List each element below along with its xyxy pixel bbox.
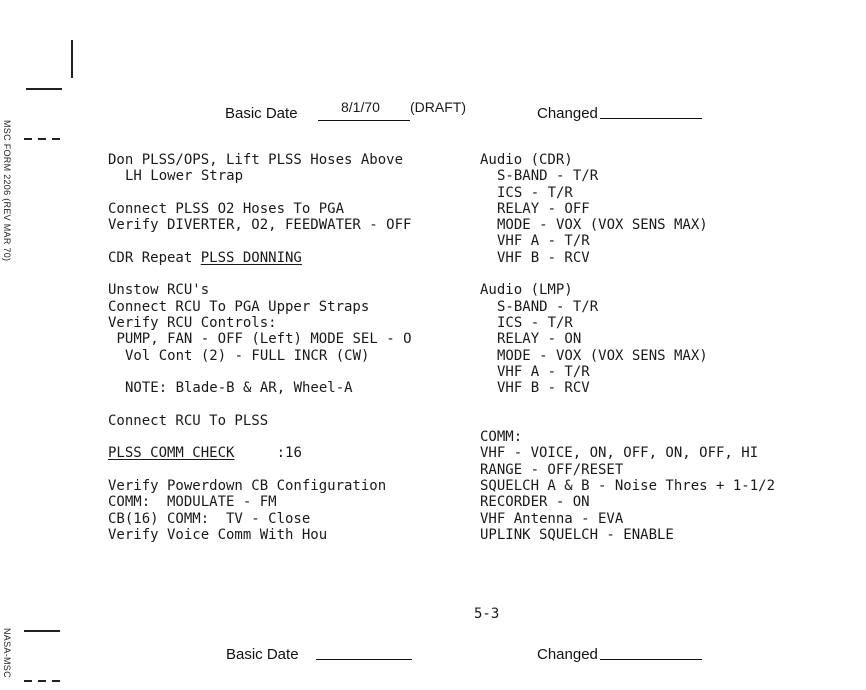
- left-line: [108, 233, 412, 249]
- right-line-text: MODE - VOX (VOX SENS MAX): [497, 217, 708, 234]
- left-line: [108, 282, 412, 298]
- form-label: MSC FORM 2206 (REV MAR 70): [2, 120, 12, 262]
- footer-label: NASA-MSC: [2, 628, 12, 678]
- footer-changed-line: [600, 659, 702, 660]
- right-line: [480, 445, 775, 461]
- left-line: [108, 494, 412, 510]
- left-line: [108, 478, 412, 494]
- left-line-text: Connect RCU To PGA Upper Straps: [108, 298, 370, 315]
- left-line: [108, 250, 412, 266]
- time-marker: :16: [234, 445, 302, 462]
- right-line: [480, 282, 775, 298]
- left-line: [108, 266, 412, 282]
- right-line: [480, 250, 775, 266]
- page-number: 5-3: [474, 606, 500, 622]
- right-line-text: COMM:: [480, 429, 523, 446]
- margin-dash: [24, 138, 32, 140]
- left-line: [108, 299, 412, 315]
- left-line: [108, 413, 412, 429]
- right-line: [480, 152, 775, 168]
- left-line: [108, 396, 412, 412]
- footer-changed-label: Changed: [537, 646, 598, 663]
- left-line: [108, 511, 412, 527]
- right-line: [480, 266, 775, 282]
- left-line: [108, 364, 412, 380]
- right-line: [480, 185, 775, 201]
- right-line: [480, 396, 775, 412]
- left-line: [108, 445, 412, 461]
- right-line: [480, 527, 775, 543]
- footer-basic-date-label: Basic Date: [226, 646, 299, 663]
- right-line-text: Audio (CDR): [480, 152, 573, 168]
- left-line: [108, 217, 412, 233]
- left-line: [108, 152, 412, 168]
- left-line: [108, 331, 412, 347]
- right-line: [480, 201, 775, 217]
- left-line: [108, 429, 412, 445]
- left-column: [108, 152, 412, 543]
- left-line-text: Connect RCU To PLSS: [108, 412, 269, 429]
- right-line-text: S-BAND - T/R: [497, 168, 599, 185]
- left-line: [108, 168, 412, 184]
- left-line: [108, 380, 412, 396]
- right-line-text: RELAY - OFF: [497, 200, 590, 217]
- right-line-text: VHF A - T/R: [497, 363, 590, 380]
- margin-rule-bottom: [24, 630, 60, 632]
- left-line: [108, 462, 412, 478]
- right-line-text: VHF - VOICE, ON, OFF, ON, OFF, HI: [480, 445, 759, 462]
- right-line: [480, 413, 775, 429]
- right-line: [480, 429, 775, 445]
- right-line-text: VHF B - RCV: [497, 380, 590, 397]
- left-line-text: Verify Powerdown CB Configuration: [108, 477, 387, 494]
- left-line-text: Verify DIVERTER, O2, FEEDWATER - OFF: [108, 217, 412, 234]
- margin-dash: [38, 680, 46, 682]
- right-line-text: SQUELCH A & B - Noise Thres + 1-1/2: [480, 477, 776, 494]
- right-line-text: VHF Antenna - EVA: [480, 510, 624, 527]
- right-line: [480, 511, 775, 527]
- left-line-text: Vol Cont (2) - FULL INCR (CW): [125, 347, 370, 364]
- margin-dash: [52, 680, 60, 682]
- right-line: [480, 217, 775, 233]
- left-line-text: LH Lower Strap: [125, 168, 244, 185]
- left-line-text: Verify Voice Comm With Hou: [108, 526, 328, 543]
- left-line: [108, 527, 412, 543]
- left-line: [108, 185, 412, 201]
- punch-mark-top: [71, 40, 73, 78]
- left-line-text: COMM: MODULATE - FM: [108, 494, 277, 511]
- basic-date-label: Basic Date: [225, 105, 298, 122]
- right-line-text: UPLINK SQUELCH - ENABLE: [480, 526, 674, 543]
- underlined-heading: PLSS COMM CHECK: [108, 445, 235, 462]
- right-line: [480, 348, 775, 364]
- margin-dash: [24, 680, 32, 682]
- left-line-text: Connect PLSS O2 Hoses To PGA: [108, 200, 345, 217]
- left-line: [108, 348, 412, 364]
- right-line-text: Audio (LMP): [480, 282, 573, 299]
- left-line-text: NOTE: Blade-B & AR, Wheel-A: [125, 380, 353, 397]
- left-line-text: PUMP, FAN - OFF (Left) MODE SEL - O: [116, 331, 412, 348]
- changed-label: Changed: [537, 105, 598, 122]
- right-line: [480, 462, 775, 478]
- underlined-heading: PLSS DONNING: [200, 249, 302, 266]
- right-line-text: ICS - T/R: [497, 184, 573, 201]
- left-line-text: Unstow RCU's: [108, 282, 210, 299]
- footer-basic-date-line: [316, 659, 412, 660]
- right-column: [480, 152, 775, 543]
- left-line: [108, 201, 412, 217]
- draft-label: (DRAFT): [410, 99, 466, 115]
- right-line-text: RANGE - OFF/RESET: [480, 461, 624, 478]
- left-line: [108, 315, 412, 331]
- left-line-text: CDR Repeat: [108, 249, 201, 266]
- right-line: [480, 331, 775, 347]
- right-line: [480, 233, 775, 249]
- basic-date-value: 8/1/70: [341, 99, 380, 115]
- changed-line: [600, 118, 702, 119]
- right-line-text: VHF A - T/R: [497, 233, 590, 250]
- left-line-text: Verify RCU Controls:: [108, 314, 277, 331]
- right-line: [480, 299, 775, 315]
- right-line: [480, 478, 775, 494]
- margin-dash: [52, 138, 60, 140]
- right-line: [480, 364, 775, 380]
- right-line: [480, 494, 775, 510]
- margin-rule-top: [26, 88, 62, 90]
- left-line-text: CB(16) COMM: TV - Close: [108, 510, 311, 527]
- right-line: [480, 380, 775, 396]
- left-line-text: Don PLSS/OPS, Lift PLSS Hoses Above: [108, 152, 404, 168]
- margin-dash: [38, 138, 46, 140]
- right-line-text: RELAY - ON: [497, 331, 582, 348]
- right-line-text: RECORDER - ON: [480, 494, 590, 511]
- right-line-text: ICS - T/R: [497, 314, 573, 331]
- right-line-text: MODE - VOX (VOX SENS MAX): [497, 347, 708, 364]
- right-line-text: S-BAND - T/R: [497, 298, 599, 315]
- right-line: [480, 168, 775, 184]
- right-line: [480, 315, 775, 331]
- basic-date-line: [318, 120, 410, 121]
- right-line-text: VHF B - RCV: [497, 249, 590, 266]
